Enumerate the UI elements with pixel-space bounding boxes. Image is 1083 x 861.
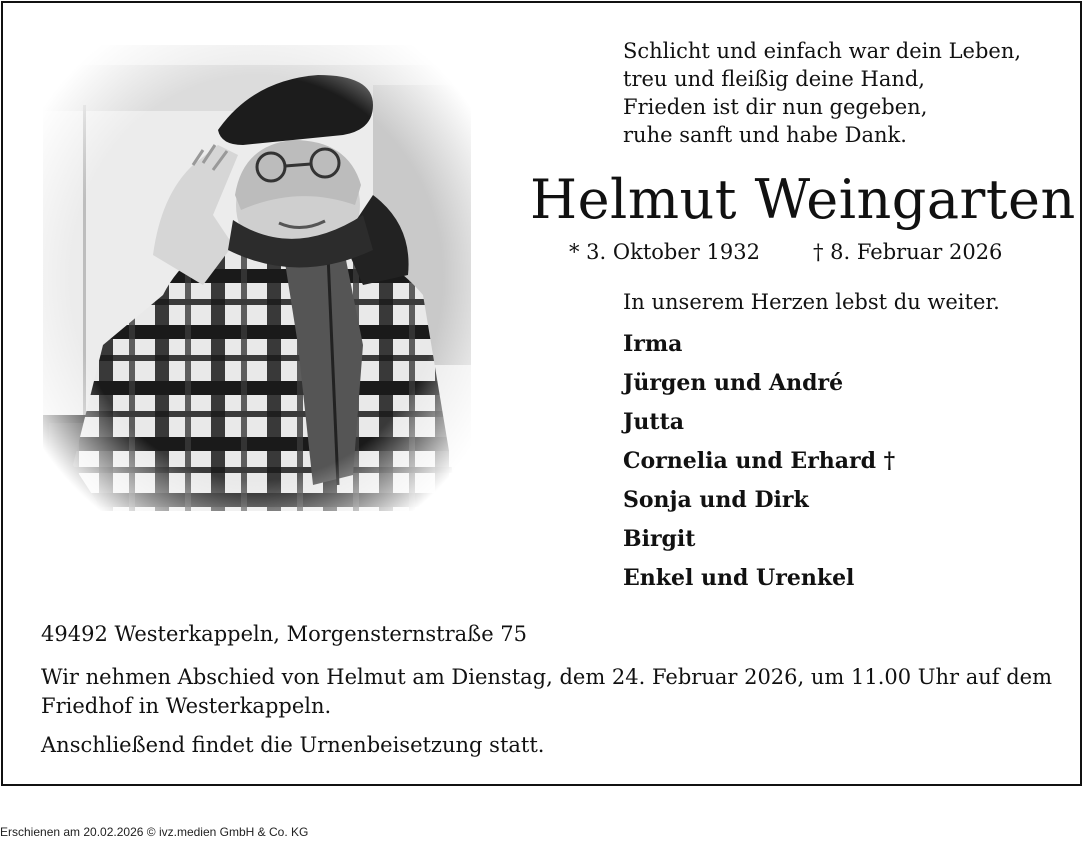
mourner-name: Cornelia und Erhard † [623,448,896,474]
poem-line: ruhe sanft und habe Dank. [623,123,907,147]
motto: In unserem Herzen lebst du weiter. [623,290,1000,314]
address: 49492 Westerkappeln, Morgensternstraße 75 [41,622,528,646]
birth-date: * 3. Oktober 1932 [569,240,760,264]
mourner-name: Jürgen und André [623,370,844,396]
portrait-photo [43,45,471,511]
mourner-name: Irma [623,331,683,357]
death-date: † 8. Februar 2026 [813,240,1003,264]
urn-burial-info: Anschließend findet die Urnenbeisetzung statt. [41,733,545,757]
poem-line: Frieden ist dir nun gegeben, [623,95,928,119]
obituary-notice [1,1,1082,786]
ceremony-info: Wir nehmen Abschied von Helmut am Dienstag, dem 24. Februar 2026, um 11.00 Uhr auf dem Friedhof in Westerkappeln. [41,665,1052,718]
mourner-name: Sonja und Dirk [623,487,809,513]
mourners-list [623,325,895,598]
poem-line: treu und fleißig deine Hand, [623,67,925,91]
poem-line: Schlicht und einfach war dein Leben, [623,39,1022,63]
mourner-name: Birgit [623,526,696,552]
deceased-name: Helmut Weingarten [530,168,1076,231]
mourner-name: Enkel und Urenkel [623,565,855,591]
mourner-name: Jutta [623,409,684,435]
publication-footer: Erschienen am 20.02.2026 © ivz.medien GmbH & Co. KG [0,825,309,839]
poem [623,37,1021,149]
